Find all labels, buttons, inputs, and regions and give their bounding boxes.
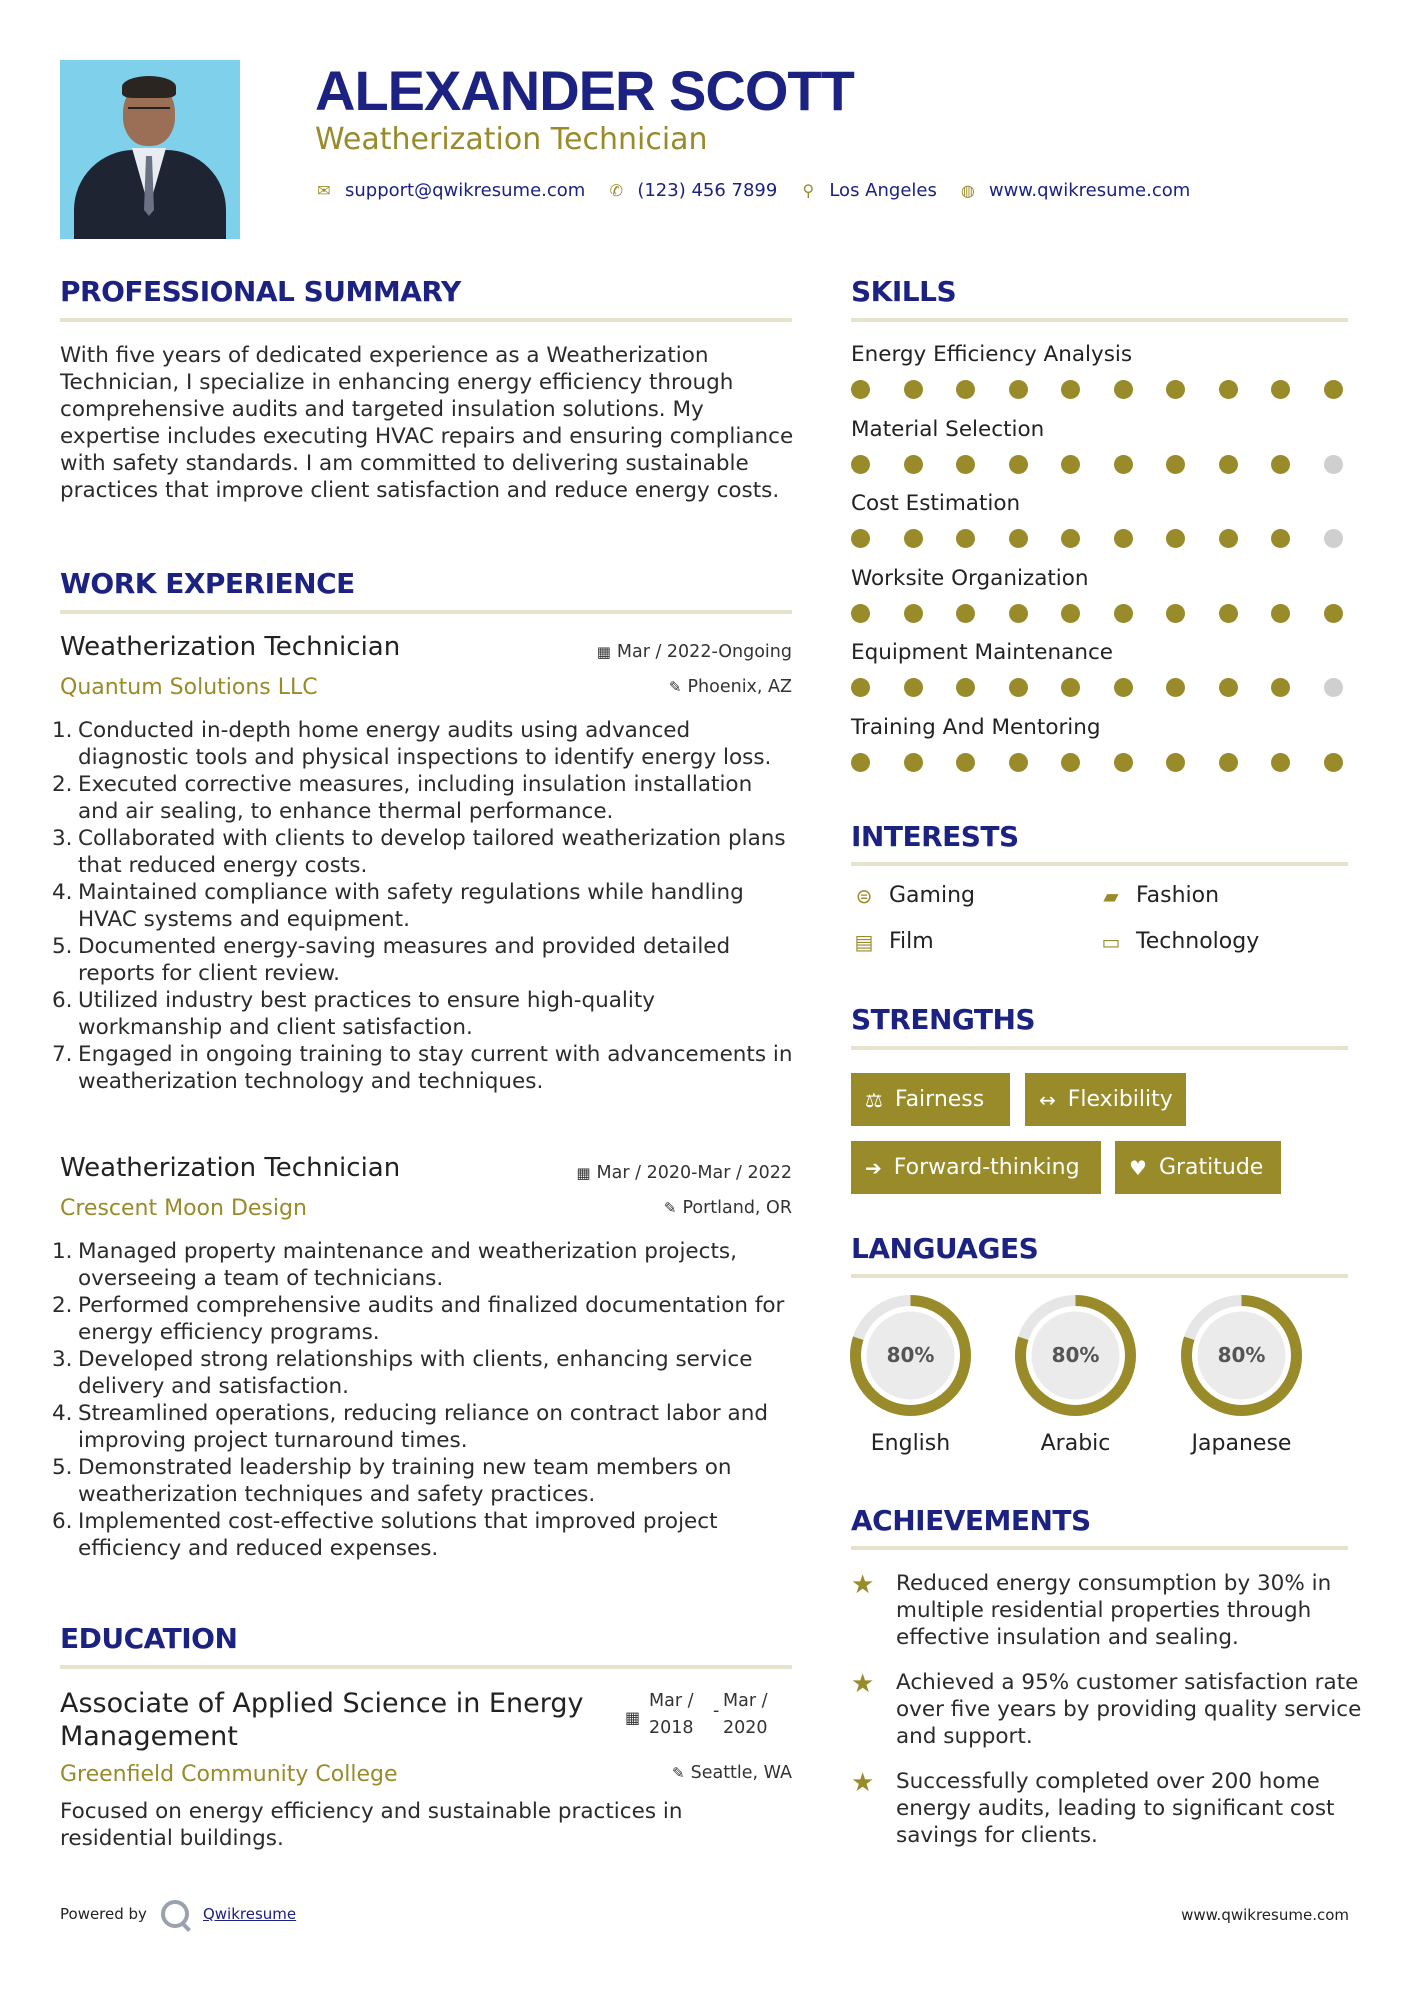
star-icon: ★	[851, 1570, 875, 1600]
rating-dot	[851, 380, 870, 399]
experience-divider	[60, 610, 792, 614]
skill-rating	[851, 604, 1351, 624]
arrows-horizontal-icon: ↔	[1039, 1087, 1056, 1112]
list-item: 2. Performed comprehensive audits and finalized documentation for energy efficiency programs.	[52, 1293, 785, 1345]
rating-dot	[1166, 604, 1185, 623]
strength-badge: ⚖ Fairness	[851, 1073, 1010, 1126]
skill-name: Training And Mentoring	[851, 714, 1101, 740]
calendar-icon: ▦	[625, 1708, 641, 1727]
rating-dot	[956, 455, 975, 474]
rating-dot	[851, 455, 870, 474]
gamepad-icon: ⊜	[855, 883, 873, 908]
rating-dot	[851, 529, 870, 548]
education-end-date: Mar / 2020	[723, 1691, 768, 1738]
interest-item: ▤ Film	[851, 929, 934, 954]
contact-website[interactable]: www.qwikresume.com	[988, 180, 1191, 201]
candidate-role: Weatherization Technician	[315, 122, 708, 157]
job-responsibilities	[52, 1238, 797, 1562]
strength-badge: ➔ Forward-thinking	[851, 1141, 1101, 1194]
rating-dot	[1271, 678, 1290, 697]
strength-badge: ↔ Flexibility	[1025, 1073, 1186, 1126]
list-item: 5. Documented energy-saving measures and provided detailed reports for client review.	[52, 934, 731, 986]
list-item: 3. Collaborated with clients to develop tailored weatherization plans that reduced energy costs.	[52, 826, 786, 878]
list-item: 2. Executed corrective measures, including insulation installation and air sealing, to enhance thermal performance.	[52, 772, 753, 824]
powered-by-label: Powered by	[60, 1905, 147, 1923]
pin-icon: ✎	[663, 1199, 677, 1217]
contact-location: Los Angeles	[829, 180, 937, 201]
language-item	[848, 1293, 973, 1456]
shopping-bag-icon: ▰	[1103, 883, 1119, 908]
rating-dot	[1271, 604, 1290, 623]
job-responsibilities	[52, 717, 797, 1095]
rating-dot	[1061, 455, 1080, 474]
list-item: 3. Developed strong relationships with clients, enhancing service delivery and satisfaction.	[52, 1347, 753, 1399]
phone-icon: ✆	[609, 181, 624, 200]
achievements-heading: ACHIEVEMENTS	[851, 1504, 1091, 1537]
education-divider	[60, 1665, 792, 1669]
footer-powered-by	[60, 1900, 296, 1928]
contact-email[interactable]: support@qwikresume.com	[345, 180, 586, 201]
education-degree: Associate of Applied Science in Energy Management	[60, 1688, 584, 1752]
achievements-divider	[851, 1546, 1348, 1550]
skill-rating	[851, 529, 1351, 549]
skills-divider	[851, 318, 1348, 322]
job-date: ▦ Mar / 2022-Ongoing	[596, 642, 792, 662]
rating-dot	[1271, 455, 1290, 474]
rating-dot	[904, 529, 923, 548]
list-item: 6. Implemented cost-effective solutions that improved project efficiency and reduced expenses.	[52, 1509, 718, 1561]
pin-icon: ✎	[668, 678, 682, 696]
strengths-heading: STRENGTHS	[851, 1003, 1036, 1036]
contact-bar	[315, 180, 1212, 201]
rating-dot	[1009, 753, 1028, 772]
rating-dot	[1114, 455, 1133, 474]
rating-dot	[1324, 678, 1343, 697]
education-description: Focused on energy efficiency and sustainable practices in residential buildings.	[60, 1799, 683, 1851]
calendar-icon: ▦	[596, 643, 611, 661]
rating-dot	[1009, 455, 1028, 474]
globe-icon: ◍	[960, 181, 975, 200]
rating-dot	[1219, 455, 1238, 474]
rating-dot	[1061, 678, 1080, 697]
job-company: Crescent Moon Design	[60, 1196, 307, 1221]
star-icon: ★	[851, 1669, 875, 1699]
language-name: Arabic	[1040, 1431, 1111, 1456]
rating-dot	[1324, 455, 1343, 474]
rating-dot	[1009, 678, 1028, 697]
education-school: Greenfield Community College	[60, 1762, 398, 1787]
laptop-icon: ▭	[1101, 929, 1121, 954]
job-location: ✎ Portland, OR	[663, 1198, 792, 1218]
skill-rating	[851, 678, 1351, 698]
map-marker-icon: ⚲	[802, 181, 815, 200]
rating-dot	[1324, 380, 1343, 399]
rating-dot	[1324, 529, 1343, 548]
interests-divider	[851, 862, 1348, 866]
languages-heading: LANGUAGES	[851, 1232, 1039, 1265]
job-title: Weatherization Technician	[60, 632, 401, 662]
education-location: ✎ Seattle, WA	[672, 1763, 792, 1783]
rating-dot	[956, 753, 975, 772]
rating-dot	[956, 678, 975, 697]
brand-link[interactable]: Qwikresume	[202, 1905, 297, 1923]
summary-text: With five years of dedicated experience as a Weatherization Technician, I specialize in enhancing energy efficiency through comprehensive audits and targeted insulation solutions. My expertise includes executing HVAC repairs and ensuring compliance with safety standards. I am committed to delivering sustainable practices that improve client satisfaction and reduce energy costs.	[60, 343, 794, 503]
rating-dot	[1271, 529, 1290, 548]
rating-dot	[904, 604, 923, 623]
list-item: 7. Engaged in ongoing training to stay current with advancements in weatherization technology and techniques.	[52, 1042, 793, 1094]
rating-dot	[1114, 529, 1133, 548]
list-item: 4. Streamlined operations, reducing reliance on contract labor and improving project turnaround times.	[52, 1401, 768, 1453]
job-title: Weatherization Technician	[60, 1153, 401, 1183]
language-item	[1013, 1293, 1138, 1456]
interest-item: ⊜ Gaming	[851, 883, 975, 908]
strengths-divider	[851, 1046, 1348, 1050]
education-start-date: Mar / 2018	[649, 1691, 694, 1738]
rating-dot	[1114, 604, 1133, 623]
rating-dot	[1009, 604, 1028, 623]
list-item: 1. Conducted in-depth home energy audits using advanced diagnostic tools and physical inspections to identify energy loss.	[52, 718, 772, 770]
rating-dot	[956, 604, 975, 623]
rating-dot	[1166, 455, 1185, 474]
rating-dot	[1114, 380, 1133, 399]
skill-name: Material Selection	[851, 416, 1045, 442]
skill-name: Worksite Organization	[851, 565, 1089, 591]
list-item: 1. Managed property maintenance and weatherization projects, overseeing a team of technicians.	[52, 1239, 737, 1291]
skills-heading: SKILLS	[851, 275, 957, 308]
skill-rating	[851, 455, 1351, 475]
language-percent: 80%	[1217, 1343, 1266, 1367]
skill-name: Energy Efficiency Analysis	[851, 342, 1133, 367]
date-separator: -	[713, 1701, 720, 1721]
rating-dot	[851, 678, 870, 697]
rating-dot	[1324, 604, 1343, 623]
rating-dot	[904, 753, 923, 772]
summary-divider	[60, 318, 792, 322]
star-icon: ★	[851, 1768, 875, 1798]
qwikresume-logo-icon	[161, 1900, 189, 1928]
skill-name: Cost Estimation	[851, 491, 1021, 516]
rating-dot	[1219, 678, 1238, 697]
envelope-icon: ✉	[317, 181, 331, 200]
rating-dot	[1219, 604, 1238, 623]
language-name: Japanese	[1191, 1431, 1292, 1456]
rating-dot	[1166, 529, 1185, 548]
rating-dot	[1009, 380, 1028, 399]
language-percent: 80%	[886, 1343, 935, 1367]
arrow-right-icon: ➔	[865, 1155, 882, 1180]
language-percent: 80%	[1051, 1343, 1100, 1367]
calendar-icon: ▦	[576, 1164, 591, 1182]
contact-phone[interactable]: (123) 456 7899	[637, 180, 778, 201]
rating-dot	[1166, 380, 1185, 399]
list-item: 4. Maintained compliance with safety regulations while handling HVAC systems and equipment.	[52, 880, 744, 932]
skill-rating	[851, 753, 1351, 773]
rating-dot	[904, 380, 923, 399]
list-item: 5. Demonstrated leadership by training new team members on weatherization techniques and safety practices.	[52, 1455, 732, 1507]
interest-item: ▰ Fashion	[1098, 883, 1219, 908]
rating-dot	[1219, 529, 1238, 548]
rating-dot	[851, 604, 870, 623]
job-location: ✎ Phoenix, AZ	[668, 677, 792, 697]
rating-dot	[1271, 753, 1290, 772]
balance-scale-icon: ⚖	[865, 1087, 883, 1112]
rating-dot	[1114, 678, 1133, 697]
heart-icon: ♥	[1129, 1155, 1147, 1180]
rating-dot	[1166, 678, 1185, 697]
languages-divider	[851, 1274, 1348, 1278]
rating-dot	[1271, 380, 1290, 399]
job-date: ▦ Mar / 2020-Mar / 2022	[576, 1163, 792, 1183]
rating-dot	[956, 380, 975, 399]
footer-website[interactable]: www.qwikresume.com	[1181, 1906, 1349, 1924]
pin-icon: ✎	[672, 1764, 685, 1782]
rating-dot	[1219, 380, 1238, 399]
rating-dot	[1061, 380, 1080, 399]
rating-dot	[956, 529, 975, 548]
list-item: 6. Utilized industry best practices to ensure high-quality workmanship and client satisfaction.	[52, 988, 656, 1040]
rating-dot	[851, 753, 870, 772]
strength-badge: ♥ Gratitude	[1115, 1141, 1281, 1194]
language-name: English	[870, 1431, 951, 1456]
rating-dot	[904, 678, 923, 697]
profile-photo	[60, 60, 240, 239]
education-heading: EDUCATION	[60, 1622, 238, 1655]
rating-dot	[1061, 604, 1080, 623]
interests-heading: INTERESTS	[851, 820, 1019, 853]
candidate-name: ALEXANDER SCOTT	[315, 59, 854, 122]
summary-heading: PROFESSIONAL SUMMARY	[60, 275, 461, 308]
rating-dot	[1061, 529, 1080, 548]
film-icon: ▤	[854, 929, 874, 954]
skill-name: Equipment Maintenance	[851, 640, 1113, 665]
rating-dot	[1219, 753, 1238, 772]
rating-dot	[1009, 529, 1028, 548]
experience-heading: WORK EXPERIENCE	[60, 567, 355, 600]
rating-dot	[1061, 753, 1080, 772]
skill-rating	[851, 380, 1351, 400]
interest-item: ▭ Technology	[1098, 929, 1259, 954]
language-item	[1179, 1293, 1304, 1456]
rating-dot	[904, 455, 923, 474]
rating-dot	[1114, 753, 1133, 772]
rating-dot	[1324, 753, 1343, 772]
rating-dot	[1166, 753, 1185, 772]
job-company: Quantum Solutions LLC	[60, 675, 318, 700]
